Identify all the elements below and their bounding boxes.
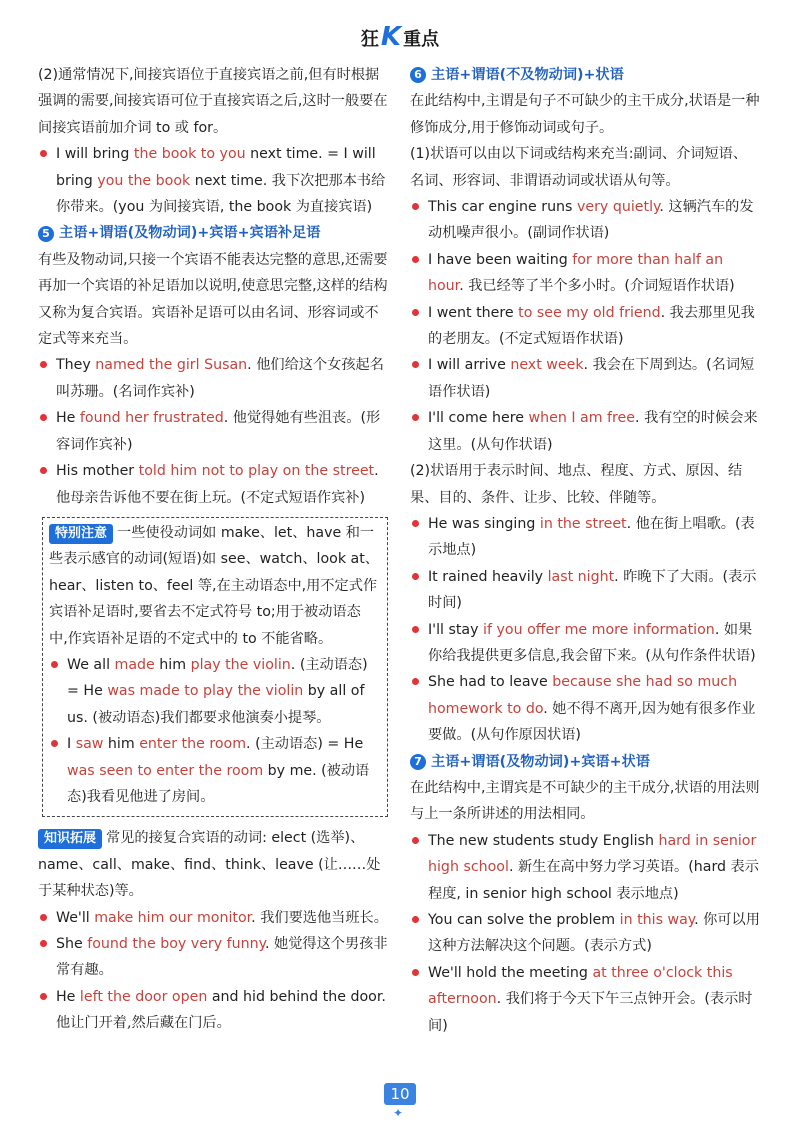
example-item: We'll make him our monitor. 我们要选他当班长。 bbox=[38, 905, 388, 931]
right-column bbox=[410, 62, 760, 1039]
paragraph: 在此结构中,主谓是句子不可缺少的主干成分,状语是一种修饰成分,用于修饰动词或句子。 bbox=[410, 93, 760, 136]
example-item: She had to leave because she had so much homework to do. 她不得不离开,因为她有很多作业要做。(从句作原因状语) bbox=[410, 669, 760, 748]
section-5-heading: 5 主语+谓语(及物动词)+宾语+宾语补足语 bbox=[38, 220, 388, 246]
paragraph: (2)通常情况下,间接宾语位于直接宾语之前,但有时根据强调的需要,间接宾语可位于直接宾语之后,这时一般要在间接宾语前加介词 to 或 for。 bbox=[38, 67, 388, 136]
example-item: He left the door open and hid behind the door. 他让门开着,然后藏在门后。 bbox=[38, 984, 388, 1037]
header-right: 重点 bbox=[403, 29, 440, 50]
example-item: I went there to see my old friend. 我去那里见我的老朋友。(不定式短语作状语) bbox=[410, 300, 760, 353]
example-item: You can solve the problem in this way. 你可以用这种方法解决这个问题。(表示方式) bbox=[410, 907, 760, 960]
example-item: This car engine runs very quietly. 这辆汽车的发动机噪声很小。(副词作状语) bbox=[410, 194, 760, 247]
example-item: The new students study English hard in senior high school. 新生在高中努力学习英语。(hard 表示程度, in senior high school 表示地点) bbox=[410, 828, 760, 907]
header-k-logo: K bbox=[380, 22, 402, 52]
example-item: I'll come here when I am free. 我有空的时候会来这里。(从句作状语) bbox=[410, 405, 760, 458]
extension-tag: 知识拓展 bbox=[38, 829, 102, 849]
example-item: He found her frustrated. 他觉得她有些沮丧。(形容词作宾补) bbox=[38, 405, 388, 458]
example-item: We all made him play the violin. (主动语态) = He was made to play the violin by all of us. (被动语态)我们都要求他演奏小提琴。 bbox=[49, 652, 379, 731]
page-header bbox=[0, 22, 800, 52]
example-item: She found the boy very funny. 她觉得这个男孩非常有趣。 bbox=[38, 931, 388, 984]
example-item: I will bring the book to you next time. = I will bring you the book next time. 我下次把那本书给你带来。(you 为间接宾语, the book 为直接宾语) bbox=[38, 141, 388, 220]
example-item: I have been waiting for more than half an hour. 我已经等了半个多小时。(介词短语作状语) bbox=[410, 247, 760, 300]
example-item: I will arrive next week. 我会在下周到达。(名词短语作状语) bbox=[410, 352, 760, 405]
example-item: His mother told him not to play on the street. 他母亲告诉他不要在街上玩。(不定式短语作宾补) bbox=[38, 458, 388, 511]
note-tag: 特别注意 bbox=[49, 524, 113, 544]
number-badge: 6 bbox=[410, 67, 426, 83]
example-item: They named the girl Susan. 他们给这个女孩起名叫苏珊。(名词作宾补) bbox=[38, 352, 388, 405]
page-number: 10 bbox=[384, 1083, 416, 1105]
paragraph: 在此结构中,主谓宾是不可缺少的主干成分,状语的用法则与上一条所讲述的用法相同。 bbox=[410, 779, 760, 823]
example-item: He was singing in the street. 他在街上唱歌。(表示地点) bbox=[410, 511, 760, 564]
paragraph: 有些及物动词,只接一个宾语不能表达完整的意思,还需要再加一个宾语的补足语加以说明,使意思完整,这样的结构又称为复合宾语。宾语补足语可以由名词、形容词或不定式等来充当。 bbox=[38, 251, 388, 348]
special-note-box bbox=[42, 517, 388, 817]
paragraph: (1)状语可以由以下词或结构来充当:副词、介词短语、名词、形容词、非谓语动词或状语从句等。 bbox=[410, 146, 748, 189]
number-badge: 7 bbox=[410, 754, 426, 770]
bird-icon: ✦ bbox=[393, 1106, 404, 1120]
extension-text: 知识拓展 常见的接复合宾语的动词: elect (选举)、name、call、make、find、think、leave (让……处于某种状态)等。 bbox=[38, 830, 381, 900]
note-text: 特别注意 一些使役动词如 make、let、have 和一些表示感官的动词(短语)如 see、watch、look at、hear、listen to、feel 等,在主动语态中,用不定式作宾语补足语时,要省去不定式符号 to;用于被动语态中,作宾语补足语的不定式中的 to 不能省略。 bbox=[49, 524, 379, 647]
section-6-heading: 6 主语+谓语(不及物动词)+状语 bbox=[410, 62, 760, 88]
header-left: 狂 bbox=[360, 29, 379, 50]
number-badge: 5 bbox=[38, 226, 54, 242]
section-7-heading: 7 主语+谓语(及物动词)+宾语+状语 bbox=[410, 749, 760, 775]
example-item: We'll hold the meeting at three o'clock this afternoon. 我们将于今天下午三点钟开会。(表示时间) bbox=[410, 960, 760, 1039]
example-item: I'll stay if you offer me more information. 如果你给我提供更多信息,我会留下来。(从句作条件状语) bbox=[410, 617, 760, 670]
left-column bbox=[38, 62, 388, 1037]
example-item: I saw him enter the room. (主动语态) = He was seen to enter the room by me. (被动语态)我看见他进了房间。 bbox=[49, 731, 379, 810]
example-item: It rained heavily last night. 昨晚下了大雨。(表示时间) bbox=[410, 564, 760, 617]
paragraph: (2)状语用于表示时间、地点、程度、方式、原因、结果、目的、条件、让步、比较、伴随等。 bbox=[410, 463, 743, 506]
